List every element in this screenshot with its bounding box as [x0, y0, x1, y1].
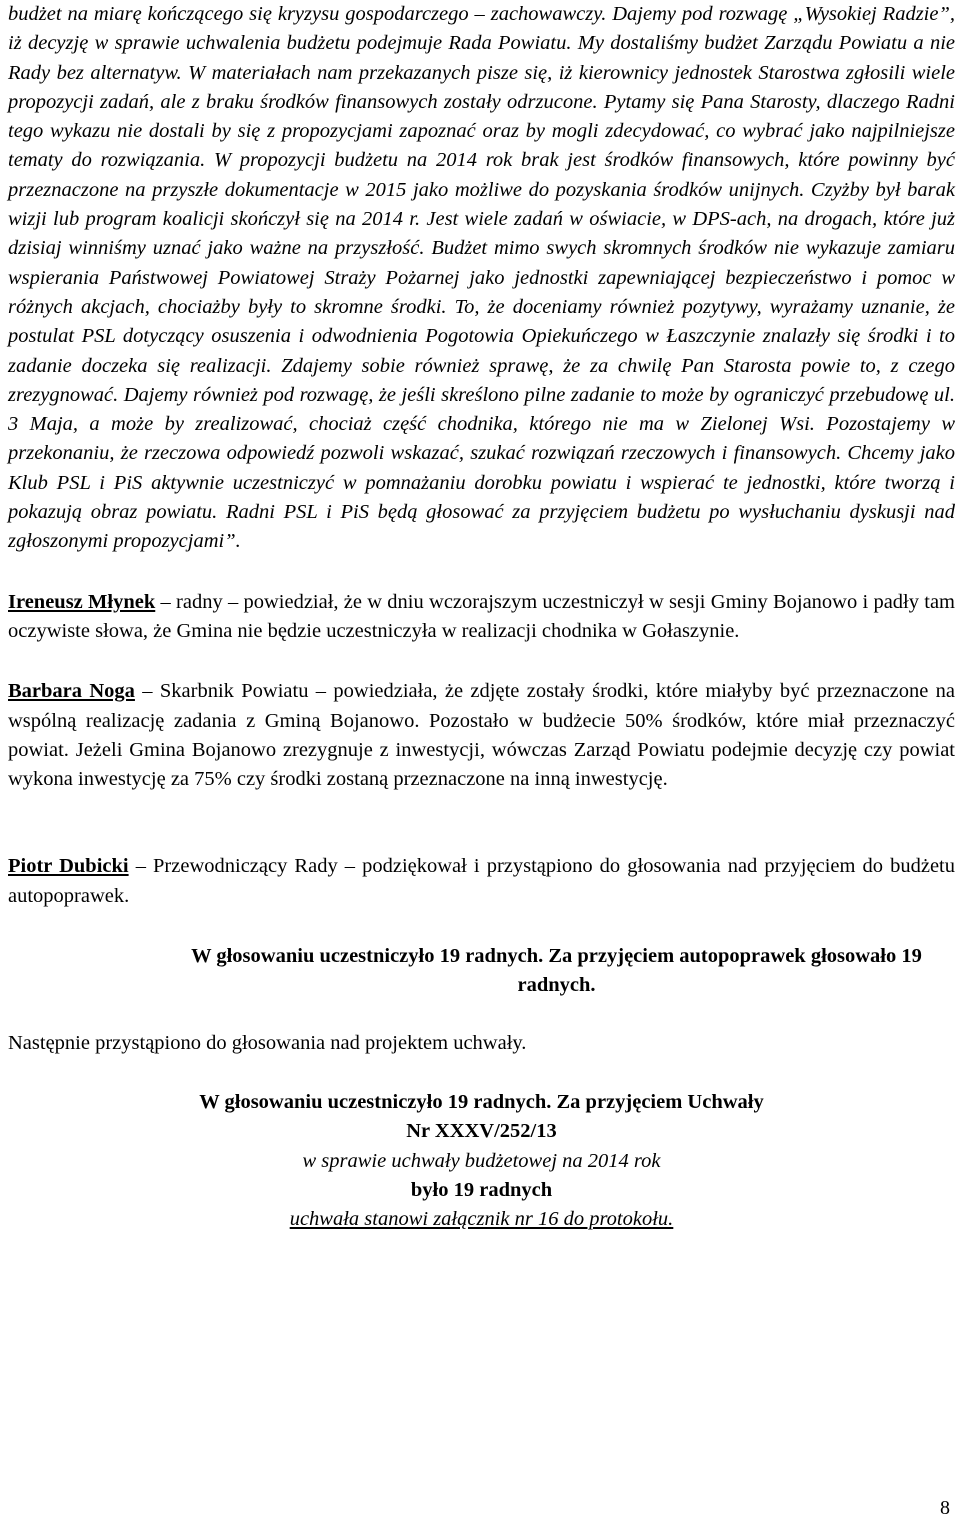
dubicki-text: – Przewodniczący Rady – podziękował i przystąpiono do głosowania nad przyjęciem do budżetu autopoprawek.: [8, 855, 955, 907]
vote2-count: było 19 radnych: [410, 1178, 553, 1201]
speaker-name-dubicki: Piotr Dubicki: [8, 855, 129, 878]
page-number: 8: [940, 1497, 950, 1519]
statement-segment-2: Pytamy się Pana Starosty, dlaczego Radni tego wykazu nie dostali by się z propozycjami zapoznać oraz by mogli zdecydować, co wybrać jako najpilniejsze tematy do rozwiązania.: [8, 90, 955, 172]
document-page: [8, 0, 955, 1234]
vote-result-uchwala: [8, 1088, 955, 1234]
statement-segment-4: Budżet mimo swych skromnych środków nie wykazuje zamiaru wspierania Państwowej Powiatowej Straży Pożarnej jako jednostki zapewniającej bezpieczeństwo i pomoc w różnych akcjach, chociażby były to skromne środki. To, że doceniamy również pozytywy, wyrażamy uznanie, że postulat PSL dotyczący osuszenia i odwodnienia Pogotowia Opiekuńczego w Łaszczynie znalazły się środki i to zadanie doczeka się realizacji. Zdajemy sobie również sprawę, że za chwilę Pan Starosta powie to, z czego zrezygnować. Dajemy również pod rozwagę, że jeśli skreślono pilne zadanie to może by ograniczyć przebudowę ul. 3 Maja, a może by zrealizować, chociaż część chodnika, którego nie ma w Zielonej Wsi. Pozostajemy w przekonaniu, że rzeczowa odpowiedź pozwoli wskazać, szukać rozwiązań rzeczowych i finansowych. Chcemy jako Klub PSL i PiS aktywnie uczestniczyć w pomnażaniu dorobku powiatu i wspierać te jednostki, które tworzą i pokazują obraz powiatu. Radni PSL i PiS będą głosować za przyjęciem budżetu po wysłuchaniu dyskusji nad zgłoszonymi propozycjami”.: [8, 237, 955, 553]
mlynek-text: – radny – powiedział, że w dniu wczorajszym uczestniczył w sesji Gminy Bojanowo i padły tam oczywiste słowa, że Gmina nie będzie uczestniczyła w realizacji chodnika w Gołaszynie.: [8, 590, 955, 642]
dubicki-paragraph: [8, 852, 955, 911]
speaker-name-noga: Barbara Noga: [8, 680, 135, 703]
resolution-subject: w sprawie uchwały budżetowej na 2014 rok: [302, 1149, 661, 1172]
vote-result-autopoprawki: W głosowaniu uczestniczyło 19 radnych. Za przyjęciem autopoprawek głosowało 19 radnych.: [191, 945, 922, 997]
statement-segment-3: W propozycji budżetu na 2014 rok brak jest środków finansowych, które powinny być przeznaczone na przyszłe dokumentacje w 2015 jako możliwe do pozyskania środków unijnych. Czyżby był barak wizji lub program koalicji skończył się na 2014 r. Jest wiele zadań w oświacie, w DPS-ach, na drogach, które już dzisiaj winniśmy uznać jako ważne na przyszłość.: [8, 149, 955, 260]
noga-text: – Skarbnik Powiatu – powiedziała, że zdjęte zostały środki, które miałyby być przeznaczone na wspólną realizację zadania z Gminą Bojanowo. Pozostało w budżecie 50% środków, które miał przeznaczyć powiat. Jeżeli Gmina Bojanowo zrezygnuje z inwestycji, wówczas Zarząd Powiatu podejmie decyzję czy powiat wykona inwestycję za 75% czy środki zostaną przeznaczone na inną inwestycję.: [8, 680, 956, 791]
resolution-number: Nr XXXV/252/13: [406, 1120, 557, 1143]
speaker-name-mlynek: Ireneusz Młynek: [8, 590, 156, 613]
noga-paragraph: [8, 677, 955, 794]
mlynek-paragraph: [8, 588, 955, 647]
attachment-note: uchwała stanowi załącznik nr 16 do protokołu.: [289, 1208, 674, 1231]
vote2-line-1: W głosowaniu uczestniczyło 19 radnych. Za przyjęciem Uchwały: [199, 1090, 764, 1113]
statement-segment-1: budżet na miarę kończącego się kryzysu gospodarczego – zachowawczy. Dajemy pod rozwagę „Wysokiej Radzie”, iż decyzję w sprawie uchwalenia budżetu podejmuje Rada Powiatu. My dostaliśmy budżet Zarządu Powiatu a nie Rady bez alternatyw. W materiałach nam przekazanych pisze się, iż kierownicy jednostek Starostwa zgłosili wiele propozycji zadań, ale z braku środków finansowych zostały odrzucone.: [8, 3, 955, 113]
next-vote-intro: Następnie przystąpiono do głosowania nad projektem uchwały.: [8, 1031, 527, 1054]
klub-statement-paragraph: [8, 0, 955, 557]
